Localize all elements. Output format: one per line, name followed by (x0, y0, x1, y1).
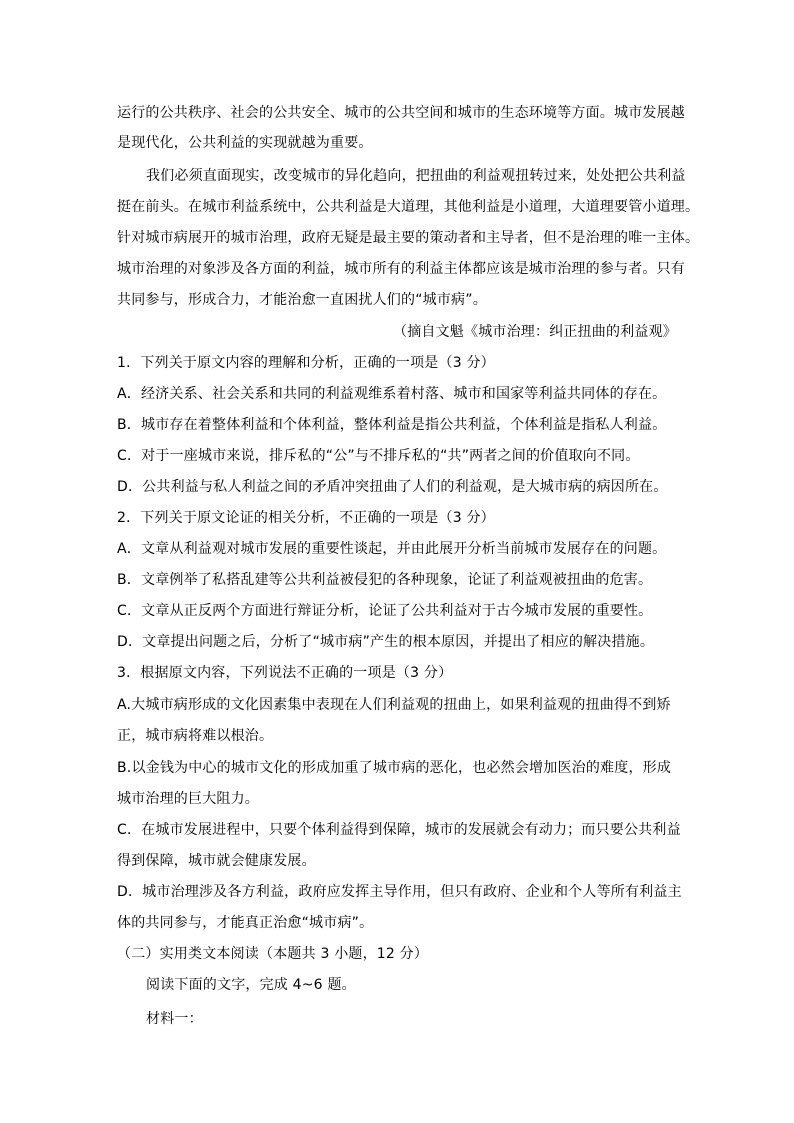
section-heading: （二）实用类文本阅读（本题共 3 小题，12 分） (117, 946, 429, 962)
question-option: B.以金钱为中心的城市文化的形成加重了城市病的恶化，也必然会增加医治的难度，形成 (117, 760, 672, 776)
question-option: D．公共利益与私人利益之间的矛盾冲突扭曲了人们的利益观，是大城市病的病因所在。 (117, 479, 668, 495)
question-option: A．文章从利益观对城市发展的重要性谈起，并由此展开分析当前城市发展存在的问题。 (117, 541, 667, 557)
question-option: B．文章例举了私搭乱建等公共利益被侵犯的各种现象，论证了利益观被扭曲的危害。 (117, 572, 653, 588)
question-option: B．城市存在着整体利益和个体利益，整体利益是指公共利益，个体利益是指私人利益。 (117, 417, 667, 433)
source-citation: （摘自文魁《城市治理：纠正扭曲的利益观》 (393, 324, 677, 340)
paragraph-line: 城市治理的对象涉及各方面的利益，城市所有的利益主体都应该是城市治理的参与者。只有 (117, 261, 685, 277)
material-label: 材料一： (146, 1011, 203, 1027)
question-stem: 2．下列关于原文论证的相关分析，不正确的一项是（3 分） (117, 510, 495, 526)
paragraph-line: 是现代化，公共利益的实现就越为重要。 (117, 135, 373, 151)
question-option-continuation: 体的共同参与，才能真正治愈“城市病”。 (117, 915, 374, 931)
paragraph-line: 我们必须直面现实，改变城市的异化趋向，把扭曲的利益观扭转过来，处处把公共利益 (146, 168, 686, 184)
question-stem: 1．下列关于原文内容的理解和分析，正确的一项是（3 分） (117, 355, 495, 371)
paragraph-line: 挺在前头。在城市利益系统中，公共利益是大道理，其他利益是小道理，大道理要管小道理。 (117, 199, 700, 215)
question-option: D．文章提出问题之后，分析了“城市病”产生的根本原因，并提出了相应的解决措施。 (117, 634, 655, 650)
question-option: D．城市治理涉及各方利益，政府应发挥主导作用，但只有政府、企业和个人等所有利益主 (117, 884, 682, 900)
question-stem: 3．根据原文内容，下列说法不正确的一项是（3 分） (117, 665, 453, 681)
paragraph-line: 针对城市病展开的城市治理，政府无疑是最主要的策动者和主导者，但不是治理的唯一主体。 (117, 230, 700, 246)
paragraph-line: 运行的公共秩序、社会的公共安全、城市的公共空间和城市的生态环境等方面。城市发展越 (117, 105, 685, 121)
question-option: A．经济关系、社会关系和共同的利益观维系着村落、城市和国家等利益共同体的存在。 (117, 386, 667, 402)
question-option: C．对于一座城市来说，排斥私的“公”与不排斥私的“共”两者之间的价值取向不同。 (117, 448, 640, 464)
question-option-continuation: 得到保障，城市就会健康发展。 (117, 853, 316, 869)
section-instruction: 阅读下面的文字，完成 4~6 题。 (146, 977, 356, 993)
question-option: C．在城市发展进程中，只要个体利益得到保障，城市的发展就会有动力；而只要公共利益 (117, 822, 681, 838)
paragraph-line: 共同参与，形成合力，才能治愈一直困扰人们的“城市病”。 (117, 292, 487, 308)
question-option: C．文章从正反两个方面进行辩证分析，论证了公共利益对于古今城市发展的重要性。 (117, 603, 653, 619)
question-option-continuation: 正，城市病将难以根治。 (117, 728, 274, 744)
question-option-continuation: 城市治理的巨大阻力。 (117, 791, 259, 807)
question-option: A.大城市病形成的文化因素集中表现在人们利益观的扭曲上，如果利益观的扭曲得不到矫 (117, 697, 671, 713)
